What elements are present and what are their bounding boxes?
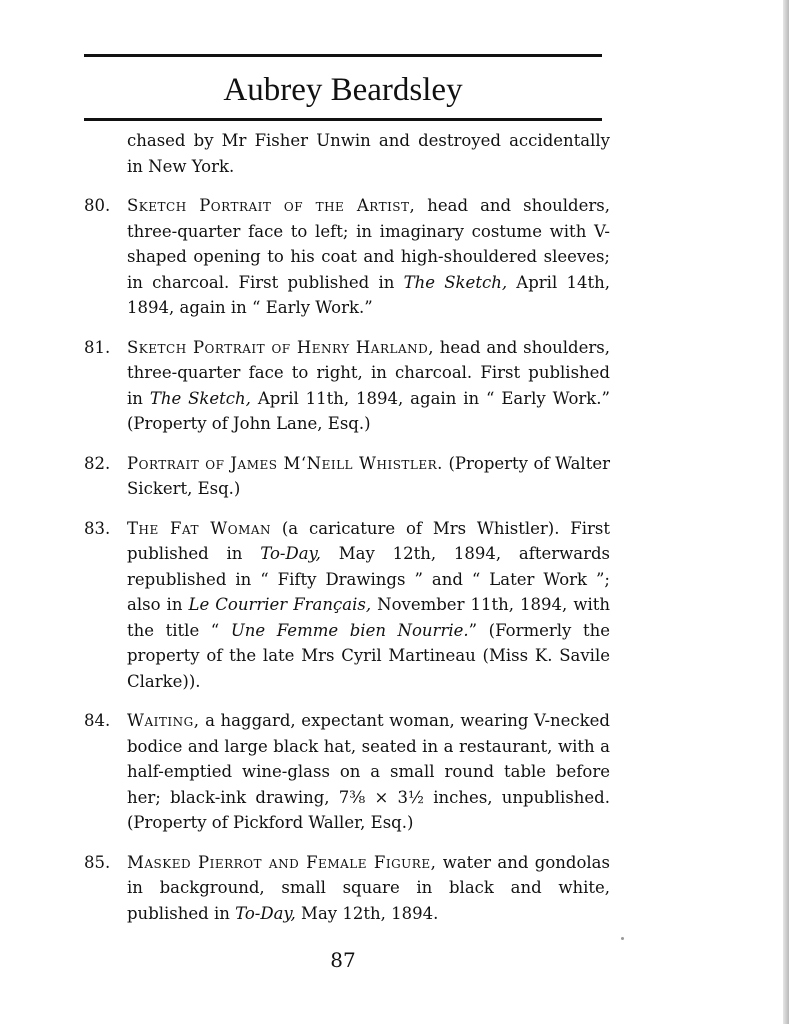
entry-description: April 11th, 1894, again in “ Early Work.” (Property of John Lane, Esq.) <box>127 388 610 433</box>
entry-description: water and gondolas in background, small square in black and white, published in <box>127 852 610 923</box>
entry-number: 84. <box>84 711 111 730</box>
entry-description: May 12th, 1894, afterwards republished in “ Fifty Drawings ” and “ Later Work ”; also in <box>127 544 611 614</box>
publication-title: The Sketch, <box>403 272 508 292</box>
entry-number: 83. <box>84 518 111 538</box>
catalogue-entry <box>84 516 610 695</box>
entry-description: May 12th, 1894. <box>295 903 439 923</box>
viewer-edge <box>783 0 789 1024</box>
entry-number: 81. <box>84 337 111 357</box>
entry-text <box>127 451 610 502</box>
catalogue-entry <box>84 708 610 836</box>
entry-description: November 11th, 1894, with the title “ <box>127 595 610 640</box>
catalogue-entry <box>84 850 610 927</box>
entry-title: Sketch Portrait of Henry Harland, <box>127 337 434 357</box>
entry-text <box>127 193 610 321</box>
entry-text <box>127 850 610 927</box>
entry-title: The Fat Woman <box>127 518 272 538</box>
entry-description: (a caricature of Mrs Whistler). First published in <box>127 518 610 563</box>
catalogue-text <box>84 128 610 940</box>
header-rule-top <box>84 54 602 57</box>
entry-number: 85. <box>84 852 111 872</box>
catalogue-entry <box>84 451 610 502</box>
entry-number: 82. <box>84 453 111 473</box>
entry-list <box>84 193 610 926</box>
entry-description: April 14th, 1894, again in “ Early Work.” <box>127 272 610 317</box>
publication-title: To-Day, <box>260 544 321 563</box>
entry-text <box>127 516 610 695</box>
publication-title: Le Courrier Français, <box>188 595 372 614</box>
continued-paragraph: chased by Mr Fisher Unwin and destroyed accidentally in New York. <box>127 131 610 176</box>
entry-title: Masked Pierrot and Female Figure, <box>127 852 437 872</box>
catalogue-entry <box>84 193 610 321</box>
entry-description: ” (Formerly the property of the late Mrs Cyril Martineau (Miss K. Savile Clarke)). <box>127 620 610 691</box>
entry-description: (Property of Walter Sickert, Esq.) <box>127 453 610 498</box>
entry-number: 80. <box>84 196 111 215</box>
entry-description: head and shoulders, three-quarter face to right, in charcoal. First published in <box>127 337 610 408</box>
entry-title: Portrait of James M‘Neill Whistler. <box>127 453 443 473</box>
entry-description: a haggard, expectant woman, wearing V-necked bodice and large black hat, seated in a restaurant, with a half-emptied wine-glass on a small round table before her; black-ink drawing, 7⅜ × 3½ inches, unpublished. (Property of Pickford Waller, Esq.) <box>127 711 610 832</box>
catalogue-entry <box>84 335 610 437</box>
scan-speck <box>621 937 624 940</box>
entry-title: Waiting, <box>127 711 200 730</box>
entry-text <box>127 335 610 437</box>
entry-description: head and shoulders, three-quarter face to left; in imaginary costume with V-shaped opening to his coat and high-shouldered sleeves; in charcoal. First published in <box>127 196 610 292</box>
entry-text <box>127 708 610 836</box>
publication-title: The Sketch, <box>149 388 251 408</box>
entry-title: Sketch Portrait of the Artist, <box>127 196 416 215</box>
running-header: Aubrey Beardsley <box>223 72 463 108</box>
header-rule-bottom <box>84 118 602 121</box>
publication-title: Une Femme bien Nourrie. <box>230 620 469 640</box>
page-number: 87 <box>330 948 356 972</box>
publication-title: To-Day, <box>235 903 296 923</box>
